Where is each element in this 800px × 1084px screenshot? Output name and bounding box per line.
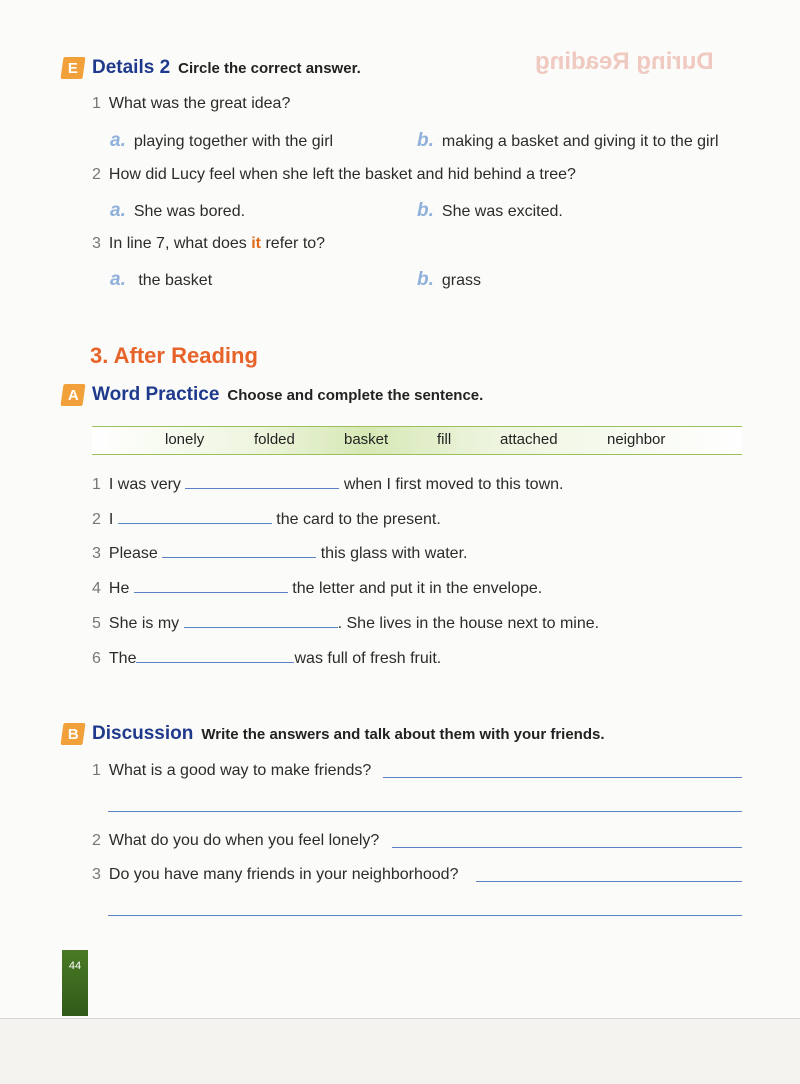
word-bank-item: neighbor (607, 431, 666, 448)
b-question-1: 1 What is a good way to make friends? (92, 762, 372, 779)
answer-line[interactable] (476, 880, 742, 882)
answer-blank[interactable] (118, 522, 272, 524)
e-question-1: 1 What was the great idea? (92, 95, 291, 112)
answer-blank[interactable] (184, 626, 338, 628)
e-question-2: 2 How did Lucy feel when she left the basket and hid behind a tree? (92, 166, 576, 183)
section-e-title: Details 2 (92, 57, 171, 78)
answer-blank[interactable] (162, 556, 316, 558)
a-sentence-4: 4 He the letter and put it in the envelope. (92, 580, 543, 597)
e-q2-option-a[interactable]: a. She was bored. (110, 200, 246, 221)
section-a-title: Word Practice (92, 384, 220, 405)
word-bank-item: folded (254, 431, 295, 448)
e-q2-option-b[interactable]: b. She was excited. (417, 200, 563, 221)
section-b-title: Discussion (92, 723, 194, 744)
section-b-badge: B (60, 723, 85, 745)
answer-line[interactable] (108, 810, 742, 812)
answer-line[interactable] (392, 846, 742, 848)
e-q1-option-b[interactable]: b. making a basket and giving it to the girl (417, 130, 719, 151)
word-bank-item: fill (437, 431, 452, 448)
a-sentence-5: 5 She is my . She lives in the house next to mine. (92, 615, 600, 632)
section-a-badge: A (60, 384, 85, 406)
section-e-badge: E (60, 57, 85, 79)
answer-line[interactable] (108, 914, 742, 916)
bleed-through-text: During Reading (535, 48, 714, 75)
b-question-3: 3 Do you have many friends in your neighborhood? (92, 866, 459, 883)
e-question-3: 3 In line 7, what does it refer to? (92, 235, 326, 252)
highlight-word: it (251, 235, 262, 252)
page-number-tab (62, 950, 88, 1016)
a-sentence-1: 1 I was very when I first moved to this town. (92, 476, 564, 493)
section-b-instruction: Write the answers and talk about them with your friends. (201, 725, 605, 743)
word-bank-item: basket (344, 431, 389, 448)
word-bank-item: lonely (165, 431, 205, 448)
a-sentence-2: 2 I the card to the present. (92, 511, 441, 528)
word-bank-item: attached (500, 431, 558, 448)
answer-blank[interactable] (136, 661, 294, 663)
section-a-header (62, 384, 483, 406)
answer-blank[interactable] (134, 591, 288, 593)
e-q1-option-a[interactable]: a. playing together with the girl (110, 130, 334, 151)
e-q3-option-a[interactable]: a. the basket (110, 269, 213, 290)
section-b-header (62, 723, 605, 745)
answer-line[interactable] (383, 776, 742, 778)
a-sentence-3: 3 Please this glass with water. (92, 545, 468, 562)
section-a-instruction: Choose and complete the sentence. (227, 386, 484, 404)
b-question-2: 2 What do you do when you feel lonely? (92, 832, 380, 849)
e-q3-option-b[interactable]: b. grass (417, 269, 482, 290)
after-reading-title: 3. After Reading (90, 343, 258, 368)
a-sentence-6: 6 The was full of fresh fruit. (92, 650, 442, 667)
section-e-header (62, 57, 361, 79)
section-e-instruction: Circle the correct answer. (178, 59, 361, 77)
answer-blank[interactable] (185, 487, 339, 489)
page-number: 44 (68, 960, 82, 972)
